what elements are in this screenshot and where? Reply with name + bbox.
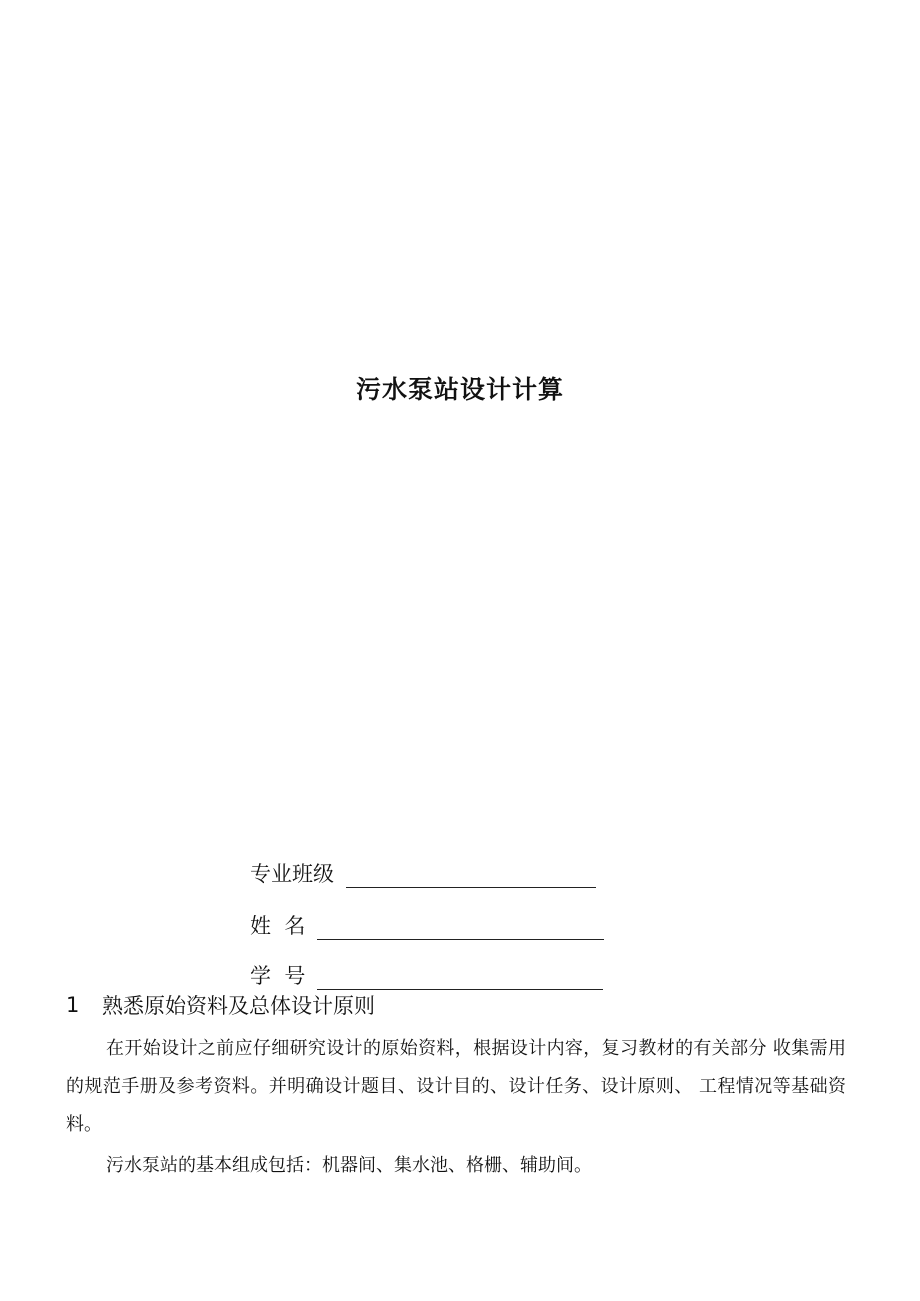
student-id-row	[250, 958, 603, 990]
name-label: 姓 名	[250, 914, 306, 938]
student-id-label: 学 号	[250, 964, 306, 988]
section-number: 1	[66, 993, 80, 1017]
paragraph: 污水泵站的基本组成包括：机器间、集水池、格栅、辅助间。	[106, 1155, 592, 1176]
name-blank	[317, 915, 604, 940]
major-class-row	[250, 856, 596, 888]
section-heading	[66, 990, 375, 1020]
name-row	[250, 908, 604, 940]
paragraph: 在开始设计之前应仔细研究设计的原始资料，根据设计内容，复习教材的有关部分 收集需用的规范手册及参考资料。并明确设计题目、设计目的、设计任务、设计原则、 工程情况等基础资料。	[66, 1038, 846, 1135]
student-id-blank	[317, 965, 603, 990]
major-class-label: 专业班级	[250, 862, 334, 886]
section-title: 熟悉原始资料及总体设计原则	[102, 994, 375, 1018]
major-class-blank	[346, 863, 596, 888]
document-title: 污水泵站设计计算	[355, 375, 564, 404]
